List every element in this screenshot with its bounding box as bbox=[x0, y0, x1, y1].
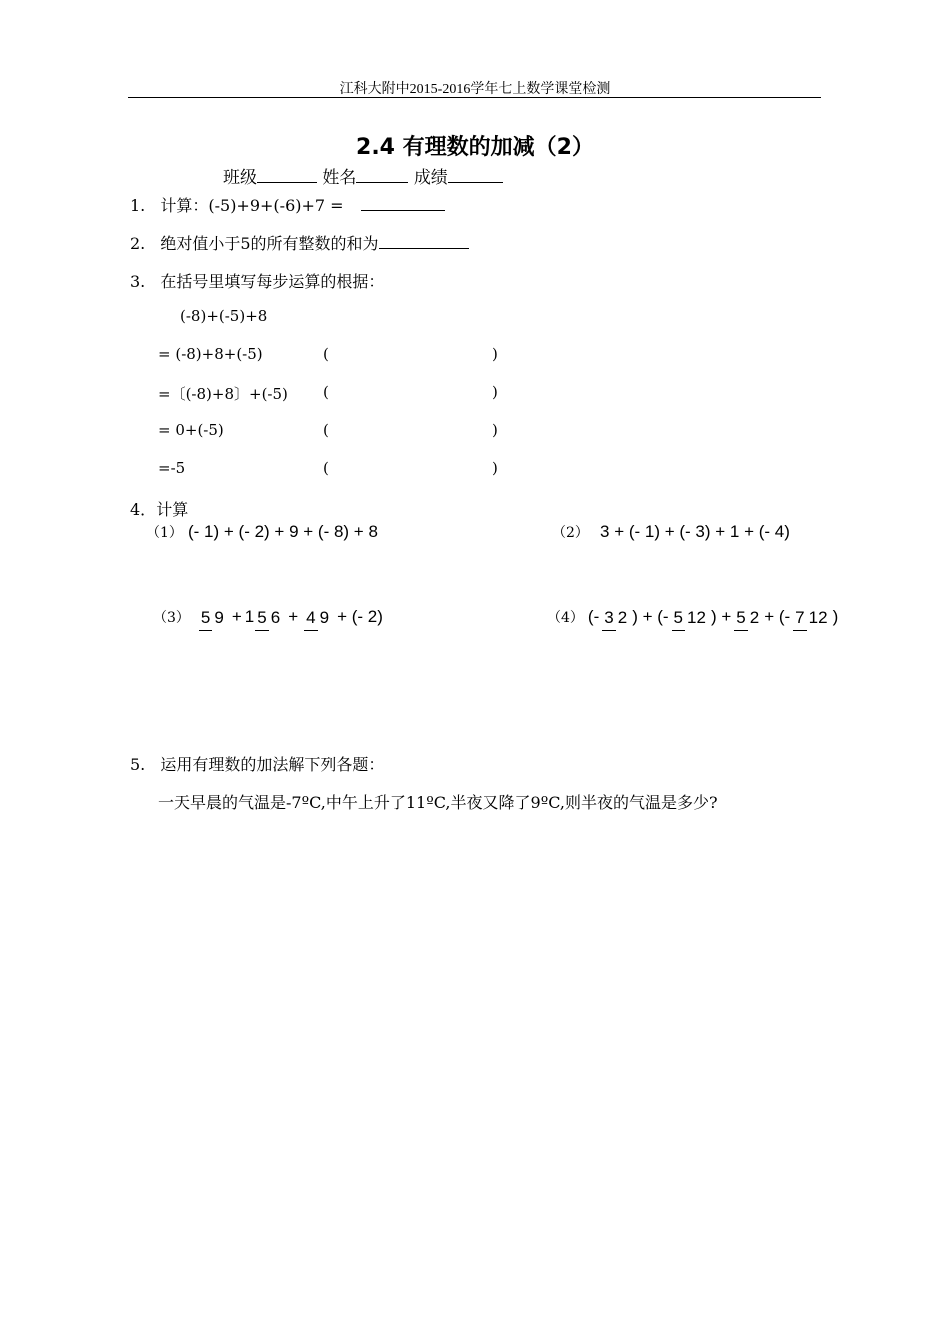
question-text: 运用有理数的加法解下列各题： bbox=[160, 755, 385, 774]
step-2: =〔(-8)+8〕+(-5) bbox=[158, 385, 288, 403]
answer-blank[interactable] bbox=[361, 194, 445, 211]
fraction: 5 9 bbox=[199, 609, 226, 626]
reason-open-paren: ( bbox=[323, 459, 329, 477]
question-text: 计算 bbox=[156, 500, 189, 519]
q4-part-2 bbox=[552, 522, 790, 542]
score-label: 成绩 bbox=[413, 168, 448, 188]
class-label: 班级 bbox=[223, 168, 257, 188]
reason-blank-2[interactable] bbox=[335, 381, 485, 401]
q4-part-1 bbox=[146, 522, 378, 542]
reason-close-paren: ) bbox=[492, 421, 498, 439]
question-number: 1. bbox=[130, 196, 146, 215]
math-expression: (- 1) + (- 2) + 9 + (- 8) + 8 bbox=[188, 522, 378, 541]
step-0: (-8)+(-5)+8 bbox=[180, 307, 268, 325]
question-5 bbox=[130, 752, 384, 775]
question-text: 计算：(-5)+9+(-6)+7 = bbox=[160, 196, 344, 215]
part-label: （4） bbox=[547, 610, 584, 626]
reason-blank-4[interactable] bbox=[335, 457, 485, 477]
question-number: 5. bbox=[130, 755, 146, 774]
reason-blank-3[interactable] bbox=[335, 419, 485, 439]
step-1: = (-8)+8+(-5) bbox=[158, 345, 263, 363]
q4-part-4: （4） (- 3 2 ) + (- 5 12 ) + 5 2 + (- 7 12 ) bbox=[547, 607, 838, 627]
question-4 bbox=[130, 497, 188, 520]
header-rule bbox=[128, 97, 821, 98]
question-1 bbox=[130, 193, 445, 216]
math-expression: 3 + (- 1) + (- 3) + 1 + (- 4) bbox=[600, 522, 790, 541]
fraction: 4 9 bbox=[304, 609, 331, 626]
class-blank[interactable] bbox=[257, 166, 317, 183]
question-3 bbox=[130, 269, 384, 292]
part-label: （3） bbox=[153, 610, 190, 626]
question-number: 3. bbox=[130, 272, 146, 291]
reason-close-paren: ) bbox=[492, 345, 498, 363]
step-3: = 0+(-5) bbox=[158, 421, 224, 439]
reason-close-paren: ) bbox=[492, 459, 498, 477]
reason-open-paren: ( bbox=[323, 421, 329, 439]
student-info-row bbox=[223, 163, 503, 188]
page-title: 2.4 有理数的加减（2） bbox=[356, 135, 594, 160]
page-header: 江科大附中2015-2016学年七上数学课堂检测 bbox=[339, 82, 611, 97]
fraction: 3 2 bbox=[602, 609, 629, 626]
question-number: 4． bbox=[130, 500, 157, 519]
q5-problem-text: 一天早晨的气温是-7ºC,中午上升了11ºC,半夜又降了9ºC,则半夜的气温是多少? bbox=[158, 793, 718, 812]
part-label: （1） bbox=[146, 525, 183, 541]
q4-part-3: （3） 5 9 + 1 5 6 + 4 9 + (- 2) bbox=[153, 607, 386, 627]
fraction: 5 6 bbox=[255, 609, 282, 626]
answer-blank[interactable] bbox=[379, 232, 469, 249]
name-blank[interactable] bbox=[356, 166, 408, 183]
question-text: 绝对值小于5的所有整数的和为 bbox=[160, 234, 379, 253]
score-blank[interactable] bbox=[448, 166, 503, 183]
fraction: 5 2 bbox=[734, 609, 761, 626]
question-number: 2. bbox=[130, 234, 146, 253]
reason-blank-1[interactable] bbox=[335, 343, 485, 363]
question-text: 在括号里填写每步运算的根据： bbox=[160, 272, 385, 291]
reason-open-paren: ( bbox=[323, 383, 329, 401]
fraction: 7 12 bbox=[793, 609, 829, 626]
step-4: =-5 bbox=[158, 459, 186, 477]
question-2 bbox=[130, 231, 469, 254]
reason-open-paren: ( bbox=[323, 345, 329, 363]
part-label: （2） bbox=[552, 525, 589, 541]
reason-close-paren: ) bbox=[492, 383, 498, 401]
name-label: 姓名 bbox=[322, 168, 357, 188]
fraction: 5 12 bbox=[672, 609, 708, 626]
